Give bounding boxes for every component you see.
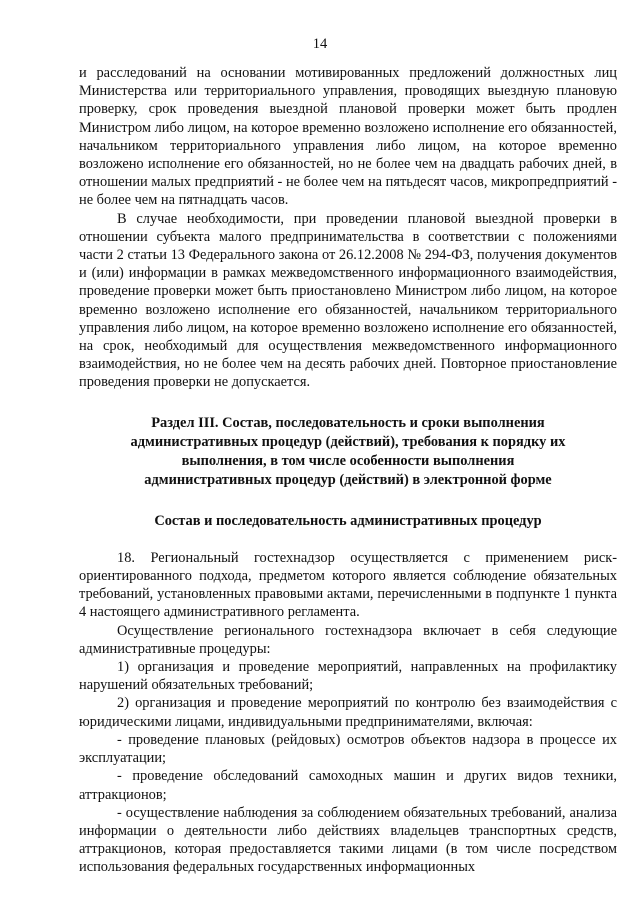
dash-item: - проведение обследований самоходных машин и других видов техники, аттракционов; xyxy=(79,768,617,803)
paragraph-procedures-intro: Осуществление регионального гостехнадзора включает в себя следующие административные процедуры: xyxy=(79,622,617,657)
dash-item: - проведение плановых (рейдовых) осмотров объектов надзора в процессе их эксплуатации; xyxy=(79,731,617,767)
section-heading-line: административных процедур (действий) в электронной форме xyxy=(144,471,552,488)
list-item: 2) организация и проведение мероприятий по контролю без взаимодействия с юридическими лицами, индивидуальными предпринимателями, включая: xyxy=(79,695,617,730)
paragraph-extension-period: и расследований на основании мотивированных предложений должностных лиц Министерства или территориального управления, проводящих выездную плановую проверку, срок проведения выездной плановой проверки может быть продлен Министром либо лицом, на которое временно возложено исполнение его обязанностей, начальником территориального управления либо лицом, на которое временно возложено исполнение его обязанностей, но не более чем на двадцать рабочих дней, в отношении малых предприятий - не более чем на пятьдесят часов, микропредприятий - не более чем на пятнадцать часов. xyxy=(79,65,617,209)
paragraph-18: 18. Региональный гостехнадзор осуществляется с применением риск-ориентированного подхода, предметом которого является соблюдение обязательных требований, установленных правовыми актами, перечисленными в подпункте 1 пункта 4 настоящего административного регламента. xyxy=(79,549,617,621)
section-heading-line: Раздел III. Состав, последовательность и сроки выполнения xyxy=(151,414,545,431)
page-number: 14 xyxy=(312,36,328,52)
section-heading-line: выполнения, в том числе особенности выполнения xyxy=(181,452,515,469)
document-body xyxy=(79,64,617,877)
section-heading-line: административных процедур (действий), требования к порядку их xyxy=(130,433,566,450)
subheading: Состав и последовательность административных процедур xyxy=(154,512,542,529)
dash-item: - осуществление наблюдения за соблюдением обязательных требований, анализа информации о деятельности либо действиях владельцев транспортных средств, аттракционов, которая предоставляется такими лицами (в том числе посредством использования федеральных государственных информационных xyxy=(79,804,617,876)
section-heading xyxy=(79,414,617,490)
list-item: 1) организация и проведение мероприятий, направленных на профилактику нарушений обязательных требований; xyxy=(79,659,617,694)
paragraph-suspension: В случае необходимости, при проведении плановой выездной проверки в отношении субъекта малого предпринимательства в соответствии с положениями части 2 статьи 13 Федерального закона от 26.12.2008 № 294-ФЗ, получения документов и (или) информации в рамках межведомственного информационного взаимодействия, проведение проверки может быть приостановлено Министром либо лицом, на которое временно возложено исполнение его обязанностей, начальником территориального управления либо лицом, на которое временно возложено исполнение его обязанностей, на срок, необходимый для осуществления межведомственного информационного взаимодействия, но не более чем на десять рабочих дней. Повторное приостановление проведения проверки не допускается. xyxy=(79,210,617,391)
